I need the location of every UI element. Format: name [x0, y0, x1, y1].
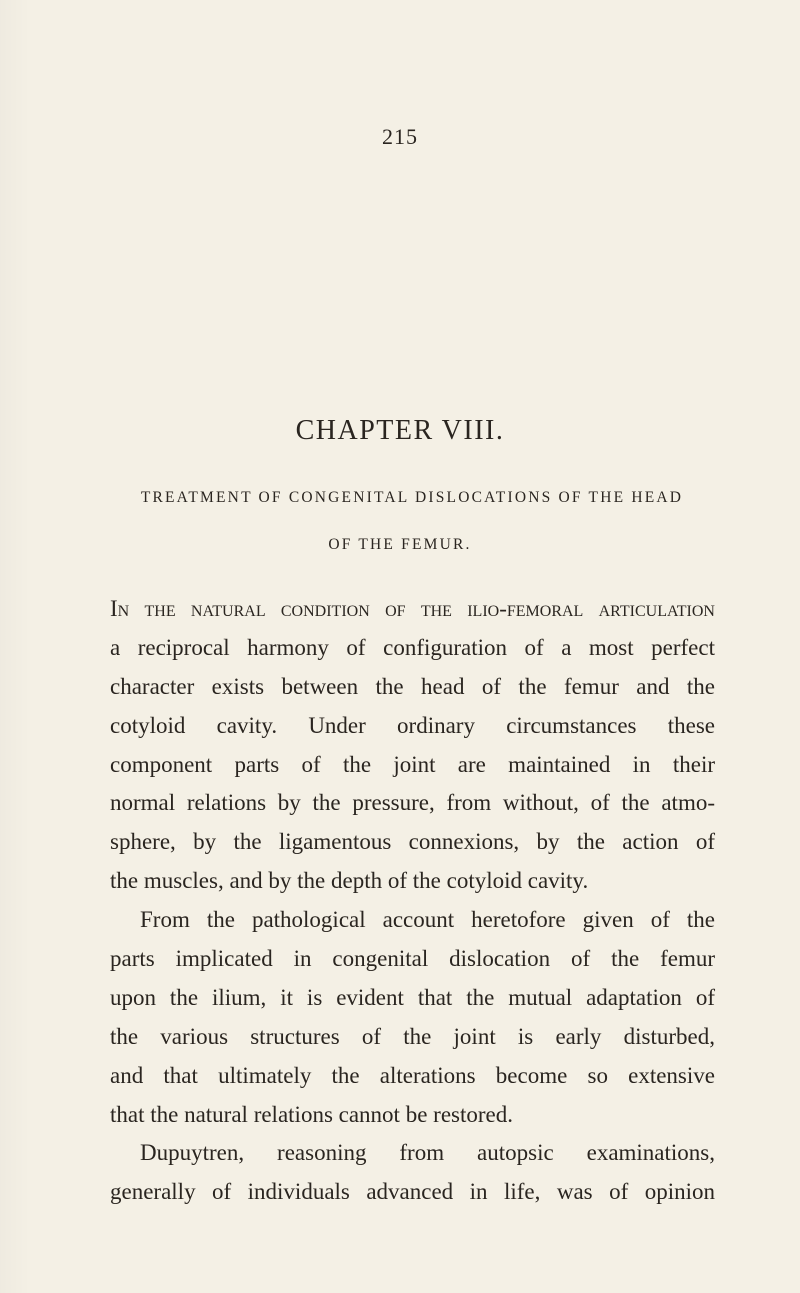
text-line: cotyloid cavity. Under ordinary circumstances these	[110, 712, 715, 738]
text-line: generally of individuals advanced in life, was of opinion	[110, 1179, 715, 1205]
text-line: parts implicated in congenital dislocation of the femur	[110, 946, 715, 972]
text-line: upon the ilium, it is evident that the mutual adaptation of	[110, 984, 715, 1010]
text-line: that the natural relations cannot be restored.	[110, 1101, 513, 1127]
body-text	[110, 590, 715, 1212]
section-heading-line-2: OF THE FEMUR.	[328, 536, 472, 553]
text-line: In the natural condition of the ilio-femoral articulation	[110, 596, 715, 621]
text-line: and that ultimately the alterations become so extensive	[110, 1062, 715, 1088]
text-line: component parts of the joint are maintained in their	[110, 751, 715, 777]
text-line: the muscles, and by the depth of the cotyloid cavity.	[110, 868, 589, 894]
section-heading-line-1: TREATMENT OF CONGENITAL DISLOCATIONS OF THE HEAD	[140, 489, 684, 506]
chapter-title: CHAPTER VIII.	[295, 415, 505, 446]
text-line: sphere, by the ligamentous connexions, by the action of	[110, 829, 715, 855]
text-line: character exists between the head of the femur and the	[110, 673, 715, 699]
text-line: the various structures of the joint is early disturbed,	[110, 1023, 715, 1049]
text-line: From the pathological account heretofore given of the	[140, 907, 715, 933]
page-number: 215	[382, 124, 418, 149]
text-line: normal relations by the pressure, from without, of the atmo-	[110, 790, 715, 816]
text-line: a reciprocal harmony of configuration of a most perfect	[110, 634, 715, 660]
text-line: Dupuytren, reasoning from autopsic examinations,	[140, 1140, 715, 1166]
